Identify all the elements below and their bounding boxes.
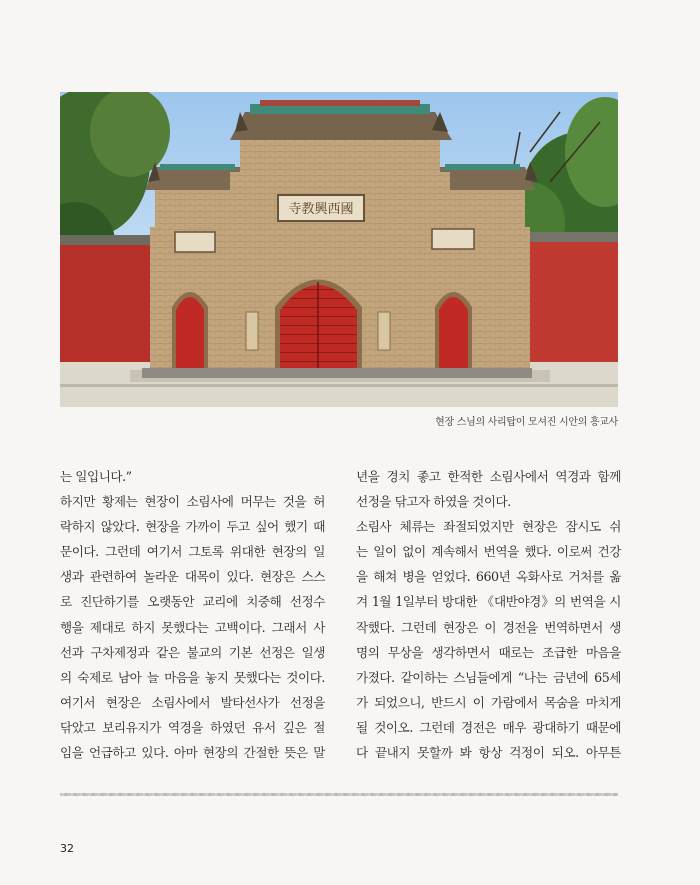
paragraph-line: 여기서 현장은 소림사에서 발타선사가 선정을 — [60, 694, 325, 710]
paragraph-line: 하지만 황제는 현장이 소림사에 머무는 것을 허 — [60, 494, 325, 510]
temple-gate-illustration — [60, 92, 618, 407]
paragraph-line: 는 일이 없이 계속해서 번역을 했다. 이로써 건강 — [356, 544, 621, 560]
paragraph-line: 행을 제대로 하지 못했다는 고백이다. 그래서 사 — [60, 619, 325, 635]
paragraph-line: 닦았고 보리유지가 역경을 하였던 유서 깊은 절 — [60, 719, 325, 735]
paragraph-line: 문이다. 그런데 여기서 그토록 위대한 현장의 일 — [60, 544, 325, 560]
paragraph-line: 소림사 체류는 좌절되었지만 현장은 잠시도 쉬 — [356, 519, 621, 535]
right-plaque — [432, 229, 474, 249]
paragraph-line: 가졌다. 같이하는 스님들에게 “나는 금년에 65세 — [356, 669, 621, 685]
page-number: 32 — [60, 842, 74, 855]
paragraph-line: 선정을 닦고자 하였을 것이다. — [356, 494, 511, 510]
paragraph-line: 락하지 않았다. 현장을 가까이 두고 싶어 했기 때 — [60, 519, 325, 535]
paragraph-line: 작했다. 그런데 현장은 이 경전을 번역하면서 생 — [356, 619, 621, 635]
photo-caption: 현장 스님의 사리탑이 모셔진 시안의 흥교사 — [435, 417, 618, 428]
paragraph-line: 로 진단하기를 오랫동안 교리에 치중해 선정수 — [60, 594, 325, 610]
paragraph-line: 년을 경치 좋고 한적한 소림사에서 역경과 함께 — [356, 469, 621, 484]
paragraph-line: 선과 구차제정과 같은 불교의 기본 선정은 일생 — [60, 644, 325, 660]
paragraph-line: 명의 무상을 생각하면서 때로는 조급한 마음을 — [356, 644, 621, 660]
paragraph-line: 임을 언급하고 있다. 아마 현장의 간절한 뜻은 말 — [60, 745, 325, 761]
red-wall-left — [60, 242, 155, 362]
footer-divider — [60, 793, 618, 796]
paragraph-line: 겨 1월 1일부터 방대한 《대반야경》의 번역을 시 — [356, 594, 621, 610]
paragraph-line: 될 것이오. 그런데 경전은 매우 광대하기 때문에 — [356, 719, 621, 735]
right-red-door — [439, 297, 468, 374]
paragraph-line: 는 일입니다.” — [60, 469, 132, 484]
main-plaque-text: 寺教興西國 — [288, 202, 354, 217]
left-plaque — [175, 232, 215, 252]
text-column-left — [60, 464, 325, 765]
paragraph-line: 의 숙제로 남아 늘 마음을 놓지 못했다는 것이다. — [60, 669, 325, 685]
paragraph-line: 을 해쳐 병을 얻었다. 660년 옥화사로 거처를 옮 — [356, 569, 621, 585]
paragraph-line: 생과 관련하여 놀라운 대목이 있다. 현장은 스스 — [60, 569, 325, 585]
temple-gate-photo — [60, 92, 618, 407]
paragraph-line: 다 끝내지 못할까 봐 항상 걱정이 되오. 아무튼 — [356, 745, 621, 761]
paragraph-line: 가 되었으니, 반드시 이 가람에서 목숨을 마치게 — [356, 694, 621, 710]
text-column-right — [356, 464, 621, 765]
left-red-door — [176, 297, 204, 372]
